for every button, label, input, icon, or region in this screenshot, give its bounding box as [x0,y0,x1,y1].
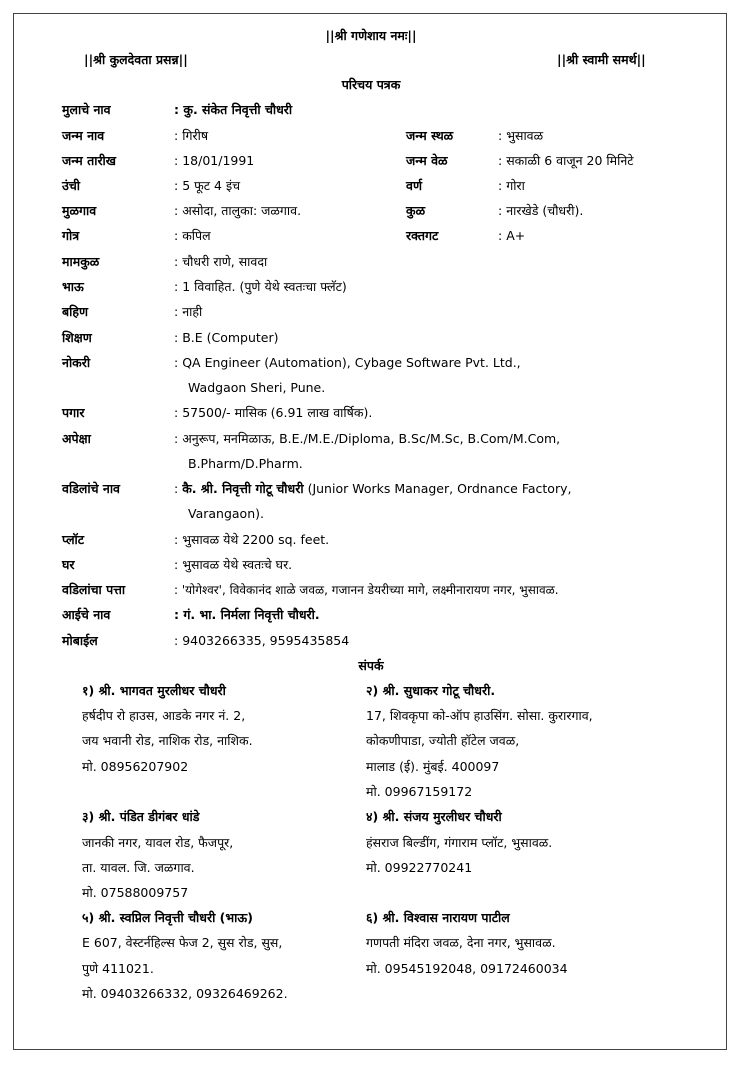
complexion-label: वर्ण [406,178,422,193]
salary-value: : 57500/- मासिक (6.91 लाख वार्षिक). [174,405,373,420]
invocation-right: ||श्री स्वामी समर्थ|| [557,52,646,67]
father-address-value: : 'योगेश्वर', विवेकानंद शाळे जवळ, गजानन डेयरीच्या मागे, लक्ष्मीनारायण नगर, भुसावळ. [174,583,559,597]
father-name-value: : कै. श्री. निवृत्ती गोटू चौधरी (Junior Works Manager, Ordnance Factory, [174,481,572,496]
mobile-label: मोबाईल [62,633,98,648]
blood-group-label: रक्तगट [406,228,439,243]
birth-name-value: : गिरीष [174,128,209,143]
contact-phone: मो. 09545192048, 09172460034 [366,961,568,976]
mother-name-label: आईचे नाव [62,607,111,622]
name-value: : कु. संकेत निवृत्ती चौधरी [174,102,293,117]
page-title: परिचय पत्रक [341,77,401,92]
contact-phone: मो. 09922770241 [366,860,473,875]
gotra-label: गोत्र [62,228,80,243]
contact-line: E 607, वेस्टर्नहिल्स फेज 2, सुस रोड, सुस, [82,935,283,950]
education-label: शिक्षण [62,330,92,345]
father-name-value-line2: Varangaon). [188,506,264,521]
blood-group-value: : A+ [498,228,526,243]
sister-value: : नाही [174,304,203,319]
native-value: : असोदा, तालुका: जळगाव. [174,203,302,218]
kul-value: : नारखेडे (चौधरी). [498,203,584,218]
contact-name: ३) श्री. पंडित डीगंबर धांडे [82,809,200,824]
contact-name: १) श्री. भागवत मुरलीधर चौधरी [82,683,226,698]
contact-name: २) श्री. सुधाकर गोटू चौधरी. [366,683,496,698]
contact-line: ता. यावल. जि. जळगाव. [82,860,195,875]
contact-name: ५) श्री. स्वप्निल निवृत्ती चौधरी (भाऊ) [82,910,253,925]
contact-line: हंसराज बिल्डींग, गंगाराम प्लॉट, भुसावळ. [366,835,553,850]
job-value-line2: Wadgaon Sheri, Pune. [188,380,326,395]
sister-label: बहिण [62,304,89,319]
job-value: : QA Engineer (Automation), Cybage Software Pvt. Ltd., [174,355,521,370]
house-label: घर [62,557,75,572]
plot-value: : भुसावळ येथे 2200 sq. feet. [174,532,330,547]
contacts-title: संपर्क [358,658,384,673]
contact-line: जानकी नगर, यावल रोड, फैजपूर, [82,835,234,850]
salary-label: पगार [62,405,85,420]
birth-place-label: जन्म स्थळ [406,128,454,143]
native-label: मुळगाव [62,203,97,218]
contact-phone: मो. 08956207902 [82,759,189,774]
contact-name: ६) श्री. विश्वास नारायण पाटील [366,910,510,925]
invocation-left: ||श्री कुलदेवता प्रसन्न|| [84,52,188,67]
expectation-label: अपेक्षा [62,431,91,446]
mobile-value: : 9403266335, 9595435854 [174,633,350,648]
invocation-top: ||श्री गणेशाय नमः|| [325,28,417,43]
contact-line: 17, शिवकृपा को-ऑप हाउसिंग. सोसा. कुरारगाव, [366,708,593,723]
contact-phone: मो. 09403266332, 09326469262. [82,986,288,1001]
contact-line: मालाड (ई). मुंबई. 400097 [366,759,500,774]
expectation-value-line2: B.Pharm/D.Pharm. [188,456,303,471]
father-address-label: वडिलांचा पत्ता [62,582,126,597]
height-value: : 5 फूट 4 इंच [174,178,241,193]
complexion-value: : गोरा [498,178,525,193]
birth-date-label: जन्म तारीख [62,153,117,168]
mamkul-label: मामकुळ [62,254,100,269]
mother-name-value: : गं. भा. निर्मला निवृत्ती चौधरी. [174,607,320,622]
brother-value: : 1 विवाहित. (पुणे येथे स्वतःचा फ्लॅट) [174,279,347,294]
contact-name: ४) श्री. संजय मुरलीधर चौधरी [366,809,502,824]
birth-time-value: : सकाळी 6 वाजून 20 मिनिटे [498,153,634,168]
contact-line: हर्षदीप रो हाउस, आडके नगर नं. 2, [82,708,246,723]
contact-line: गणपती मंदिरा जवळ, देना नगर, भुसावळ. [366,935,556,950]
name-label: मुलाचे नाव [62,102,111,117]
plot-label: प्लॉट [62,532,85,547]
birth-time-label: जन्म वेळ [406,153,448,168]
brother-label: भाऊ [62,279,84,294]
birth-name-label: जन्म नाव [62,128,105,143]
contact-phone: मो. 09967159172 [366,784,473,799]
contact-line: जय भवानी रोड, नाशिक रोड, नाशिक. [82,733,253,748]
contact-line: पुणे 411021. [82,961,154,976]
gotra-value: : कपिल [174,228,211,243]
education-value: : B.E (Computer) [174,330,279,345]
biodata-page [13,13,727,1050]
job-label: नोकरी [62,355,91,370]
house-value: : भुसावळ येथे स्वतःचे घर. [174,557,293,572]
expectation-value: : अनुरूप, मनमिळाऊ, B.E./M.E./Diploma, B.Sc/M.Sc, B.Com/M.Com, [174,431,561,446]
height-label: उंची [62,178,81,193]
kul-label: कुळ [406,203,426,218]
contact-line: कोकणीपाडा, ज्योती हॉटेल जवळ, [366,733,520,748]
father-name-label: वडिलांचे नाव [62,481,121,496]
mamkul-value: : चौधरी राणे, सावदा [174,254,268,269]
birth-date-value: : 18/01/1991 [174,153,255,168]
contact-phone: मो. 07588009757 [82,885,189,900]
birth-place-value: : भुसावळ [498,128,544,143]
